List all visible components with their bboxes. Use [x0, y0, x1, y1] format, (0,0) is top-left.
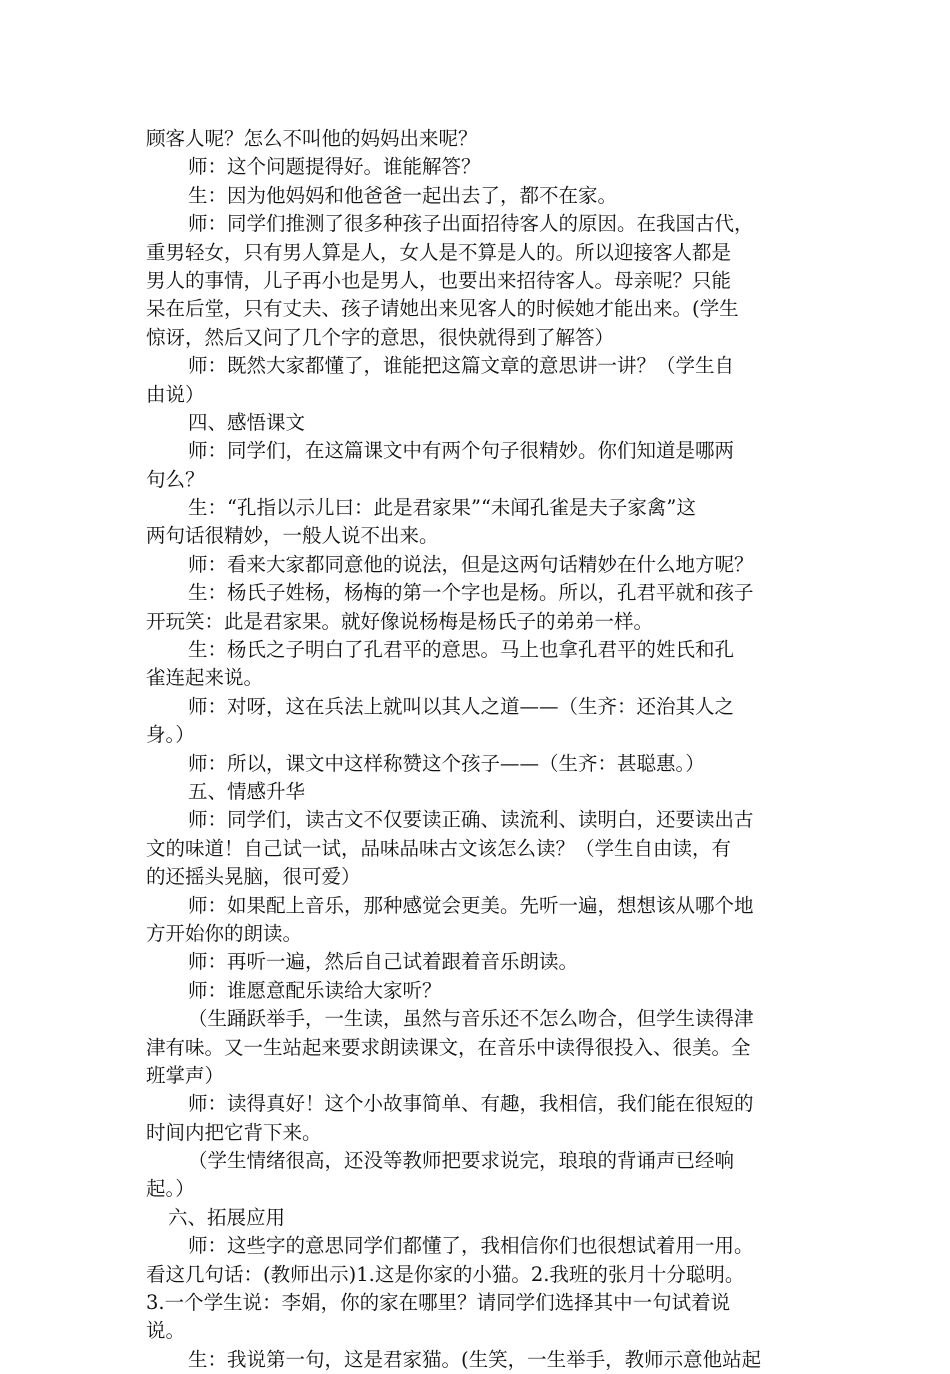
text-line: 师：同学们，读古文不仅要读正确、读流利、读明白，还要读出古 [188, 808, 754, 832]
text-line: 师：读得真好！这个小故事简单、有趣，我相信，我们能在很短的 [188, 1092, 754, 1116]
body-text [146, 125, 836, 1374]
text-line: 生：我说第一句，这是君家猫。(生笑，一生举手，教师示意他站起 [188, 1347, 762, 1371]
text-line: 师：所以，课文中这样称赞这个孩子——（生齐：甚聪惠。） [188, 751, 705, 775]
text-line: 起。） [146, 1177, 195, 1201]
text-line: 师：看来大家都同意他的说法，但是这两句话精妙在什么地方呢？ [188, 552, 754, 576]
text-line: 的还摇头晃脑，很可爱） [146, 865, 361, 889]
text-line: 时间内把它背下来。 [146, 1120, 322, 1144]
text-line: 3.一个学生说：李娟，你的家在哪里？请同学们选择其中一句试着说 [146, 1291, 731, 1315]
text-line: 看这几句话：(教师出示)1.这是你家的小猫。2.我班的张月十分聪明。 [146, 1262, 745, 1286]
text-line: 班掌声） [146, 1063, 225, 1087]
text-line: 师：这个问题提得好。谁能解答？ [188, 155, 481, 179]
text-line: 师：对呀，这在兵法上就叫以其人之道——（生齐：还治其人之 [188, 694, 735, 718]
text-line: 呆在后堂，只有丈夫、孩子请她出来见客人的时候她才能出来。(学生 [146, 297, 739, 321]
text-line: 男人的事情，儿子再小也是男人，也要出来招待客人。母亲呢？只能 [146, 268, 732, 292]
text-line: 生：杨氏子姓杨，杨梅的第一个字也是杨。所以，孔君平就和孩子 [188, 581, 754, 605]
text-line: 津有味。又一生站起来要求朗读课文，在音乐中读得很投入、很美。全 [146, 1035, 751, 1059]
text-line: 师：谁愿意配乐读给大家听？ [188, 978, 442, 1002]
text-line: 句么？ [146, 467, 205, 491]
text-line: 四、感悟课文 [188, 410, 306, 434]
text-line: 师：这些字的意思同学们都懂了，我相信你们也很想试着用一用。 [188, 1234, 754, 1258]
text-line: 两句话很精妙，一般人说不出来。 [146, 524, 439, 548]
text-line: 重男轻女，只有男人算是人，女人是不算是人的。所以迎接客人都是 [146, 240, 732, 264]
text-line: 生：“孔指以示儿曰：此是君家果”“未闻孔雀是夫子家禽”这 [188, 496, 696, 520]
text-line: 师：再听一遍，然后自己试着跟着音乐朗读。 [188, 950, 579, 974]
text-line: （生踊跃举手，一生读，虽然与音乐还不怎么吻合，但学生读得津 [188, 1007, 754, 1031]
text-line: 顾客人呢？怎么不叫他的妈妈出来呢？ [146, 127, 478, 150]
text-line: 说。 [146, 1319, 186, 1343]
text-line: 生：因为他妈妈和他爸爸一起出去了，都不在家。 [188, 183, 618, 207]
text-line: 师：如果配上音乐，那种感觉会更美。先听一遍，想想该从哪个地 [188, 893, 754, 917]
text-line: 方开始你的朗读。 [146, 921, 303, 945]
text-line: 由说） [146, 382, 205, 406]
text-line: （学生情绪很高，还没等教师把要求说完，琅琅的背诵声已经响 [188, 1149, 735, 1173]
text-line: 开玩笑：此是君家果。就好像说杨梅是杨氏子的弟弟一样。 [146, 609, 654, 633]
text-line: 师：同学们，在这篇课文中有两个句子很精妙。你们知道是哪两 [188, 439, 735, 463]
text-line: 雀连起来说。 [146, 666, 264, 690]
text-line: 惊讶，然后又问了几个字的意思，很快就得到了解答） [146, 325, 615, 349]
text-line: 生：杨氏之子明白了孔君平的意思。马上也拿孔君平的姓氏和孔 [188, 638, 735, 662]
text-line: 六、拓展应用 [168, 1205, 286, 1229]
text-line: 师：同学们推测了很多种孩子出面招待客人的原因。在我国古代， [188, 212, 754, 236]
text-line: 文的味道！自己试一试，品味品味古文该怎么读？（学生自由读，有 [146, 836, 732, 860]
text-line: 五、情感升华 [188, 779, 306, 803]
text-line: 身。） [146, 723, 195, 747]
text-line: 师：既然大家都懂了，谁能把这篇文章的意思讲一讲？（学生自 [188, 354, 735, 378]
